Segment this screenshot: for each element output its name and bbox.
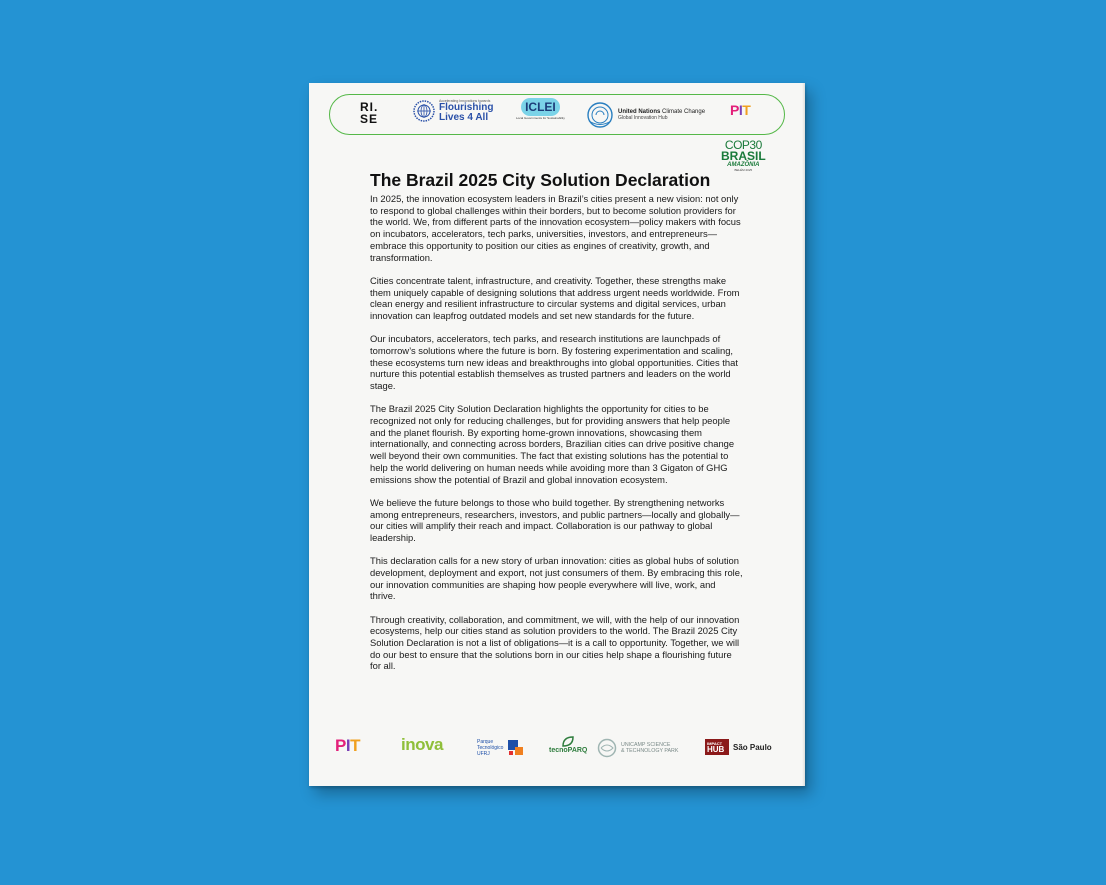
iclei-name: ICLEI — [521, 98, 560, 116]
page-title: The Brazil 2025 City Solution Declaration — [370, 170, 711, 190]
unicamp-park-logo — [597, 738, 678, 758]
flourishing-line1: Flourishing — [439, 102, 494, 113]
pit-logo-text: PIT — [730, 102, 751, 118]
pit-logo — [730, 103, 750, 117]
ufrj-line2: Tecnológico — [477, 745, 504, 751]
iclei-logo — [516, 98, 565, 120]
unicamp-line2: & TECHNOLOGY PARK — [621, 748, 679, 754]
cop-line3: AMAZÔNIA — [727, 162, 760, 168]
flourishing-lives-logo — [412, 99, 493, 123]
paragraph-1: In 2025, the innovation ecosystem leaders in Brazil’s cities present a new vision: not only to respond to global challenges within their borders, but to become solution providers for the world. We, from different parts of the innovation ecosystem—policy makers with focus on incubators, accelerators, tech parks, universities, investors, and entrepreneurs—embrace this opportunity to position our cities as engines of creativity, growth, and transformation. — [370, 193, 741, 263]
rise-logo-text: RI. SE — [360, 100, 379, 126]
footer-pit-text: PIT — [335, 736, 360, 755]
globe-icon — [412, 99, 436, 123]
impact-hub-logo — [705, 739, 772, 755]
cop-line2: BRASIL — [721, 149, 766, 163]
paragraph-7: Through creativity, collaboration, and commitment, we will, with the help of our innovation ecosystems, help our cities stand as solution providers to the world. The Brazil 2025 City Solution Declaration is not a list of obligations—it is a call to opportunity. Together, we will do our best to ensure that the solutions born in our cities help shape a flourishing future for all. — [370, 613, 740, 672]
unfccc-logo — [586, 101, 705, 129]
rise-logo — [360, 101, 378, 125]
unicamp-line1: UNICAMP SCIENCE — [621, 742, 671, 748]
impact-hub-hub: HUB — [707, 745, 725, 754]
parque-tecnologico-ufrj-logo — [477, 738, 526, 758]
declaration-body — [370, 193, 743, 684]
unfccc-line1b: Climate Change — [662, 109, 706, 115]
impact-hub-city: São Paulo — [733, 742, 772, 752]
declaration-page — [309, 83, 805, 786]
ufrj-line1: Parque — [477, 739, 494, 745]
paragraph-2: Cities concentrate talent, infrastructure, and creativity. Together, these strengths make them uniquely capable of designing solutions that address urgent needs worldwide. From clean energy and resilient infrastructure to circular systems and digital services, urban innovation can leapfrog outdated models and set new standards for the future. — [370, 274, 740, 321]
impact-hub-box — [705, 739, 729, 755]
cop30-logo — [721, 140, 766, 172]
footer-pit-logo — [335, 736, 360, 755]
ufrj-mark-icon — [506, 738, 526, 758]
cop-line4: BELÉM 2025 — [734, 168, 753, 172]
flourishing-line2: Lives 4 All — [439, 112, 489, 123]
cop-line1: COP30 — [724, 138, 762, 152]
flourishing-tagline: Accelerating Innovations towards — [439, 99, 491, 103]
paragraph-4: The Brazil 2025 City Solution Declaration highlights the opportunity for cities to be recognized not only for reducing challenges, but for providing answers that help people and the planet flourish. By exporting home-grown innovations, showcasing them internationally, and connecting across borders, Brazilian cities can drive positive change well beyond their own communities. The fact that existing solutions has the potential to help the world delivering on human needs while avoiding more than 3 Gigaton of GHG emissions show the potential of Brazil and global innovation ecosystem. — [370, 403, 735, 485]
un-emblem-icon — [586, 101, 614, 129]
ufrj-line3: UFRJ — [477, 751, 490, 757]
paragraph-6: This declaration calls for a new story of urban innovation: cities as global hubs of solution development, deployment and export, not just consumers of them. By embracing this role, our innovation communities are shaping how people everywhere will live, work, and thrive. — [370, 555, 743, 602]
inova-logo — [401, 737, 443, 753]
paragraph-5: We believe the future belongs to those who build together. By strengthening networks among entrepreneurs, researchers, investors, and public partners—locally and globally—our cities will amplify their reach and impact. Collaboration is our pathway to global leadership. — [370, 496, 740, 543]
inova-name: inova — [401, 735, 443, 754]
partner-logo-bar — [329, 94, 785, 135]
footer-logo-bar — [335, 733, 785, 773]
iclei-sub: Local Governments for Sustainability — [516, 116, 565, 120]
leaf-icon — [560, 735, 576, 747]
unicamp-circle-icon — [597, 738, 617, 758]
tecnoparq-name: tecnoPARQ — [549, 747, 588, 754]
impact-hub-impact: IMPACT — [707, 741, 723, 746]
unfccc-line1: United Nations — [618, 109, 661, 115]
paragraph-3: Our incubators, accelerators, tech parks, and research institutions are launchpads of tomorrow’s solutions where the future is born. By fostering experimentation and scaling, these ecosystems turn new ideas and breakthroughs into global opportunities. Cities that nurture this potential establish themselves as trusted partners and leaders on the world stage. — [370, 333, 738, 392]
tecnoparq-logo — [549, 735, 587, 754]
unfccc-line2: Global Innovation Hub — [618, 115, 668, 121]
